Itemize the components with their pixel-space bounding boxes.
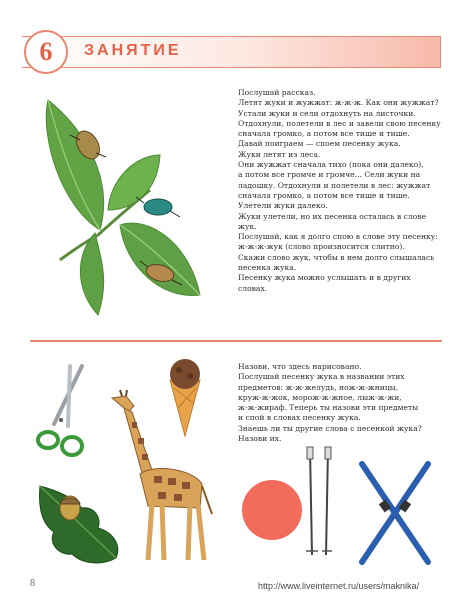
story-line: Послушай рассказ.	[238, 88, 316, 97]
story-line: жук.	[238, 221, 257, 231]
skis-icon	[352, 458, 438, 568]
task-line: ж-ж-жираф. Теперь ты назови эти предметы	[238, 403, 419, 413]
story-line: Давай поиграем — споем песенку жука.	[238, 139, 401, 149]
story-line: Послушай, как я долго спою в слове эту песенку:	[238, 232, 438, 242]
acorn-on-oak-leaf-icon	[32, 478, 127, 570]
story-line: Жуки улетели, но их песенка осталась в слове	[238, 211, 427, 221]
task-line: Послушай песенку жука в названии этих	[238, 372, 405, 382]
story-line: Улетели жуки далеко.	[238, 201, 328, 211]
story-line: сначала громко, а потом все тише и тише.	[238, 129, 410, 139]
story-line: Устали жуки и сели отдохнуть на листочки.	[238, 108, 416, 118]
task-line: и спой в словах песенку жука.	[238, 413, 361, 423]
beetle-green-icon	[136, 197, 180, 217]
lesson-number-badge	[24, 30, 68, 74]
lesson-title: ЗАНЯТИЕ	[84, 42, 182, 59]
story-line: Они жужжат сначала тихо (пока они далеко),	[238, 160, 424, 170]
story-line: Песенку жука можно услышать и в других	[238, 273, 411, 283]
story-line: Летят жуки и жужжат: ж-ж-ж. Как они жужжат?	[238, 98, 439, 108]
story-line: ж-ж-ж-жук (слово произносится слитно).	[238, 242, 405, 252]
story-line: а потом все громче и громче... Сели жуки на	[238, 170, 421, 180]
story-text-block	[238, 88, 448, 294]
task-line: круж-ж-жок, морож-ж-жное, лыж-ж-жи,	[238, 392, 402, 402]
task-line: предметов: ж-ж-желудь, нож-ж-жницы,	[238, 382, 399, 392]
story-line: Отдохнули, полетели в лес и завели свою песенку	[238, 118, 441, 128]
task-text-block	[238, 362, 448, 444]
ski-poles-icon	[302, 445, 338, 570]
beetles-on-leaves-illustration	[40, 95, 205, 330]
story-line: Жуки летят из леса.	[238, 149, 321, 159]
task-line: Назови, что здесь нарисовано.	[238, 362, 362, 371]
story-line: сначала громко, а потом все тише и тише.	[238, 190, 410, 200]
section-divider	[30, 340, 442, 342]
story-line: словах.	[238, 283, 268, 293]
page-number: 8	[30, 578, 35, 589]
red-circle-icon	[240, 478, 304, 542]
story-line: Скажи слово жук, чтобы в нем долго слышалась	[238, 252, 435, 262]
lesson-number: 6	[39, 37, 53, 66]
watermark-url: http://www.liveinternet.ru/users/maknika/	[258, 581, 420, 591]
story-line: песенка жука.	[238, 263, 297, 273]
task-line: Знаешь ли ты другие слова с песенкой жука?	[238, 423, 422, 433]
task-line: Назови их.	[238, 434, 282, 444]
story-line: ладошку. Отдохнули и полетели в лес: жужжат	[238, 180, 431, 190]
scissors-icon	[30, 362, 95, 462]
